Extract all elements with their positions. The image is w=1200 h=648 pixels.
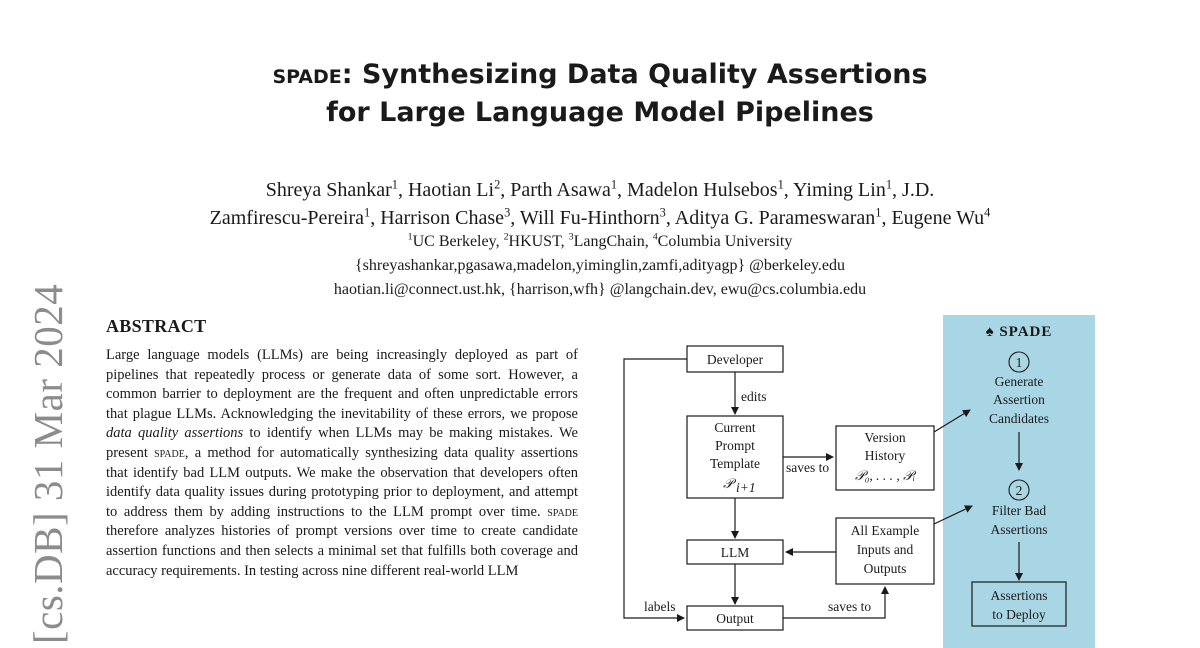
prompt-line-3: Template <box>709 456 761 471</box>
title-spade: spade <box>272 59 342 90</box>
step-2-line-1: Filter Bad <box>991 503 1047 518</box>
step-1-number: 1 <box>1015 355 1023 370</box>
author-name: Parth Asawa <box>510 179 611 201</box>
edits-label: edits <box>741 389 767 404</box>
abstract-part-4: therefore analyzes histories of prompt versions over time to create candidate assertion functions and then selects a minimal set that fulfills both coverage and accuracy requirements. In testing across nine different real-world LLM <box>106 523 578 579</box>
abstract-part-1: Large language models (LLMs) are being increasingly deployed as part of pipelines that repeatedly process or generate data of some sort. However, a common barrier to deployment are the frequent and often unpredictable errors that plague LLMs. Acknowledging the inevitability of these errors, we propose <box>106 347 578 422</box>
author-name: Zamfirescu-Pereira <box>209 207 364 229</box>
author-affiliation-mark: 1 <box>777 177 784 192</box>
spade-diagram <box>600 312 1100 648</box>
saves-to-label-1: saves to <box>786 460 830 475</box>
author-affiliation-mark: 1 <box>391 177 398 192</box>
title-line-2: for Large Language Model Pipelines <box>326 97 874 128</box>
prompt-line-2: Prompt <box>715 438 755 453</box>
examples-line-2: Inputs and <box>856 542 914 557</box>
step-1-line-2: Assertion <box>993 392 1045 407</box>
affiliations <box>0 231 1200 253</box>
author-list <box>0 176 1200 232</box>
author-separator: , <box>510 207 520 229</box>
author-separator: , <box>617 179 628 201</box>
affiliation-name: UC Berkeley, <box>412 233 504 250</box>
author-name: Harrison Chase <box>380 207 505 229</box>
author-affiliation-mark: 1 <box>875 205 882 220</box>
abstract-spade-1: spade <box>154 444 185 461</box>
author-separator: , <box>665 207 675 229</box>
author-name: Will Fu-Hinthorn <box>519 207 660 229</box>
author-separator: , <box>370 207 381 229</box>
email-line-1: {shreyashankar,pgasawa,madelon,yiminglin,zamfi,adityagp} @berkeley.edu <box>354 257 846 274</box>
deploy-line-1: Assertions <box>990 588 1048 603</box>
abstract-text <box>106 346 578 581</box>
affiliation-number: 3 <box>568 231 574 243</box>
author-name: Shreya Shankar <box>265 179 392 201</box>
email-block <box>0 254 1200 302</box>
step-1-line-3: Candidates <box>989 411 1049 426</box>
author-name: Madelon Hulsebos <box>627 179 778 201</box>
abstract-emphasis: data quality assertions <box>106 425 244 442</box>
title-line-1 <box>0 56 1200 94</box>
llm-label: LLM <box>720 545 750 560</box>
version-formula: 𝒫₀, . . . , 𝒫ᵢ <box>854 468 916 483</box>
prompt-symbol: 𝒫 <box>723 476 733 491</box>
author-separator: , <box>397 179 408 201</box>
version-line-1: Version <box>864 430 906 445</box>
abstract-part-2: to identify when LLMs may be making mistakes. We present <box>106 425 578 461</box>
abstract-part-3: , a method for automatically synthesizing data quality assertions that identify bad LLM outputs. We make the observation that developers often identify data quality issues during prototyping prior to deployment, and attempt to address them by adding instructions to the LLM prompt over time. <box>106 444 579 520</box>
affiliation-name: HKUST, <box>508 233 569 250</box>
diagram-svg <box>600 312 1100 648</box>
abstract-spade-2: spade <box>547 503 578 520</box>
arxiv-stamp: [cs.DB] 31 Mar 2024 <box>25 283 71 644</box>
title-line-1-rest: : Synthesizing Data Quality Assertions <box>341 59 928 90</box>
paper-title <box>0 56 1200 132</box>
author-line-2 <box>0 204 1200 232</box>
author-name: Aditya G. Parameswaran <box>674 207 876 229</box>
deploy-line-2: to Deploy <box>992 607 1046 622</box>
author-affiliation-mark: 1 <box>610 177 618 192</box>
author-line-1 <box>0 176 1200 204</box>
step-1-line-1: Generate <box>994 374 1044 389</box>
examples-line-1: All Example <box>850 523 920 538</box>
affiliation-number: 1 <box>407 231 413 243</box>
affiliation-number: 4 <box>652 231 658 243</box>
affiliation-name: LangChain, <box>573 233 653 250</box>
author-affiliation-mark: 2 <box>494 177 501 192</box>
saves-to-label-2: saves to <box>828 599 872 614</box>
labels-label: labels <box>644 599 676 614</box>
author-separator: , J.D. <box>892 179 935 201</box>
author-separator: , <box>500 179 511 201</box>
output-label: Output <box>716 611 754 626</box>
prompt-line-1: Current <box>714 420 756 435</box>
author-affiliation-mark: 1 <box>364 205 371 220</box>
developer-label: Developer <box>706 352 764 367</box>
step-2-number: 2 <box>1015 483 1023 498</box>
author-name: Eugene Wu <box>891 207 985 229</box>
email-line-2: haotian.li@connect.ust.hk, {harrison,wfh} @langchain.dev, ewu@cs.columbia.edu <box>333 281 867 298</box>
author-affiliation-mark: 1 <box>885 177 893 192</box>
author-name: Yiming Lin <box>793 179 886 201</box>
labels-loop-arrow <box>624 359 687 618</box>
author-affiliation-mark: 4 <box>984 205 991 220</box>
abstract-heading: ABSTRACT <box>106 316 207 336</box>
affiliation-number: 2 <box>503 231 509 243</box>
prompt-subscript: i+1 <box>736 480 756 495</box>
step-2-line-2: Assertions <box>990 522 1048 537</box>
author-separator: , <box>783 179 794 201</box>
author-separator: , <box>881 207 892 229</box>
author-affiliation-mark: 3 <box>504 205 511 220</box>
author-name: Haotian Li <box>407 179 495 201</box>
spade-panel-title: ♠ SPADE <box>985 324 1053 340</box>
examples-line-3: Outputs <box>863 561 907 576</box>
author-affiliation-mark: 3 <box>659 205 666 220</box>
affiliation-name: Columbia University <box>657 233 793 250</box>
version-line-2: History <box>864 448 906 463</box>
